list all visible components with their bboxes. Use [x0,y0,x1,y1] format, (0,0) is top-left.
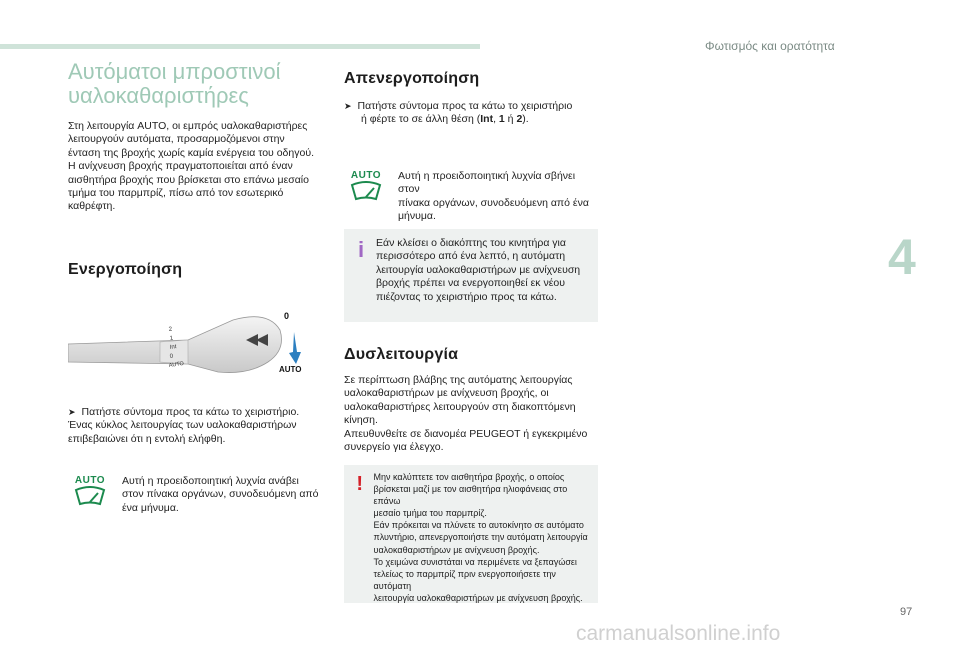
main-title-line2: υαλοκαθαριστήρες [68,83,249,108]
warning-text: Μην καλύπτετε τον αισθητήρα βροχής, ο οποίος βρίσκεται μαζί με τον αισθητήρα ηλιοφάνειας στο επάνω μεσαίο τμήμα του παρμπρίζ. Εάν πρόκειται να πλύνετε το αυτοκίνητο σε αυτόματο πλυντήριο, απενεργοποιήστε την αυτόματη λειτουργία υαλοκαθαριστήρων με ανίχνευση βροχής. Το χειμώνα συνιστάται να περιμένετε να ξεπαγώσει τελείως το παρμπρίζ πριν ενεργοποιήσετε την αυτόματη λειτουργία υαλοκαθαριστήρων με ανίχνευση βροχής. [373,472,588,603]
auto-off-text: Αυτή η προειδοποιητική λυχνία σβήνει στον πίνακα οργάνων, συνοδευόμενη από ένα μήνυμα. [398,170,589,223]
auto-label: AUTO [350,170,382,181]
intro-line: καθρέφτη. [68,200,116,213]
intro-line: Στη λειτουργία AUTO, οι εμπρός υαλοκαθαριστήρες [68,120,308,132]
auto-on-text: Αυτή η προειδοποιητική λυχνία ανάβει στον πίνακα οργάνων, συνοδευόμενη από ένα μήνυμα. [122,475,319,514]
stalk-pos-2: 2 [168,326,173,333]
watermark-text: carmanualsonline.info [576,622,781,645]
activation-title: Ενεργοποίηση [68,261,183,278]
stalk-pos-int: Int [169,344,177,351]
chapter-number: 4 [888,229,916,285]
intro-line: ένταση της βροχής χωρίς καμία ενέργεια του οδηγού. [68,146,314,159]
warning-box [344,465,598,603]
bullet-arrow-icon: ➤ [344,101,352,111]
malfunction-line: Σε περίπτωση βλάβης της αυτόματης λειτουργίας [344,374,573,386]
wiper-stalk-illustration [68,300,318,392]
stalk-pos-1: 1 [169,335,174,342]
left-column [68,60,330,214]
info-text: Εάν κλείσει ο διακόπτης του κινητήρα για περισσότερο από ένα λεπτό, η αυτόματη λειτουργία υαλοκαθαριστήρων με ανίχνευση βροχής πρέπει να ενεργοποιηθεί εκ νέου πιέζοντας το χειριστήριο προς τα κάτω. [376,237,581,303]
stalk-label-0: 0 [284,311,290,321]
intro-line: τμήμα του παρμπρίζ, πίσω από τον εσωτερικό [68,187,284,200]
activation-bullet: ➤ Πατήστε σύντομα προς τα κάτω το χειριστήριο. [68,406,300,418]
auto-warning-lamp [68,475,112,515]
intro-line: αισθητήρα βροχής που βρίσκεται στο επάνω μεσαίο [68,173,309,186]
page-number: 97 [900,606,913,618]
info-icon: i [357,237,365,262]
malfunction-line: υαλοκαθαριστήρες λειτουργούν στη διακοπτόμενη [344,400,576,413]
main-title-line1: Αυτόματοι μπροστινοί [68,59,281,84]
activation-line: επιβεβαιώνει ότι η εντολή ελήφθη. [68,432,226,445]
activation-text [68,406,330,446]
deactivation-line2: ή φέρτε το σε άλλη θέση (Int, 1 ή 2). [361,113,529,126]
bullet-arrow-icon: ➤ [68,407,76,417]
windscreen-wiper-icon [349,181,383,201]
section-header-title: Φωτισμός και ορατότητα [705,39,835,53]
intro-line: Η ανίχνευση βροχής πραγματοποιείται από έναν [68,160,293,173]
auto-label: AUTO [74,475,106,486]
intro-paragraph [68,120,330,214]
deactivation-line1: ➤ Πατήστε σύντομα προς τα κάτω το χειριστήριο [344,100,573,112]
deactivation-text [344,100,599,127]
auto-warning-lamp [344,170,388,224]
stalk-label-auto: AUTO [279,365,302,374]
malfunction-line: Απευθυνθείτε σε διανομέα PEUGEOT ή εγκεκριμένο [344,427,588,440]
activation-line: Ένας κύκλος λειτουργίας των υαλοκαθαριστήρων [68,419,297,432]
malfunction-line: υαλοκαθαριστήρων με ανίχνευση βροχής, οι [344,387,549,400]
main-title [68,60,330,108]
malfunction-line: συνεργείο για έλεγχο. [344,441,444,454]
malfunction-title: Δυσλειτουργία [344,346,459,363]
info-box [344,229,598,322]
header-bar [0,44,480,49]
auto-off-block [344,170,599,224]
stalk-pos-0: 0 [169,353,174,360]
windscreen-wiper-icon [73,486,107,506]
malfunction-text [344,374,599,454]
deactivation-title: Απενεργοποίηση [344,70,480,87]
malfunction-line: κίνηση. [344,414,378,427]
intro-line: λειτουργούν αυτόματα, προσαρμοζόμενοι στην [68,133,285,146]
stalk-pos-auto: AUTO [168,360,185,369]
auto-on-block [68,475,330,515]
warning-icon: ! [356,473,364,495]
